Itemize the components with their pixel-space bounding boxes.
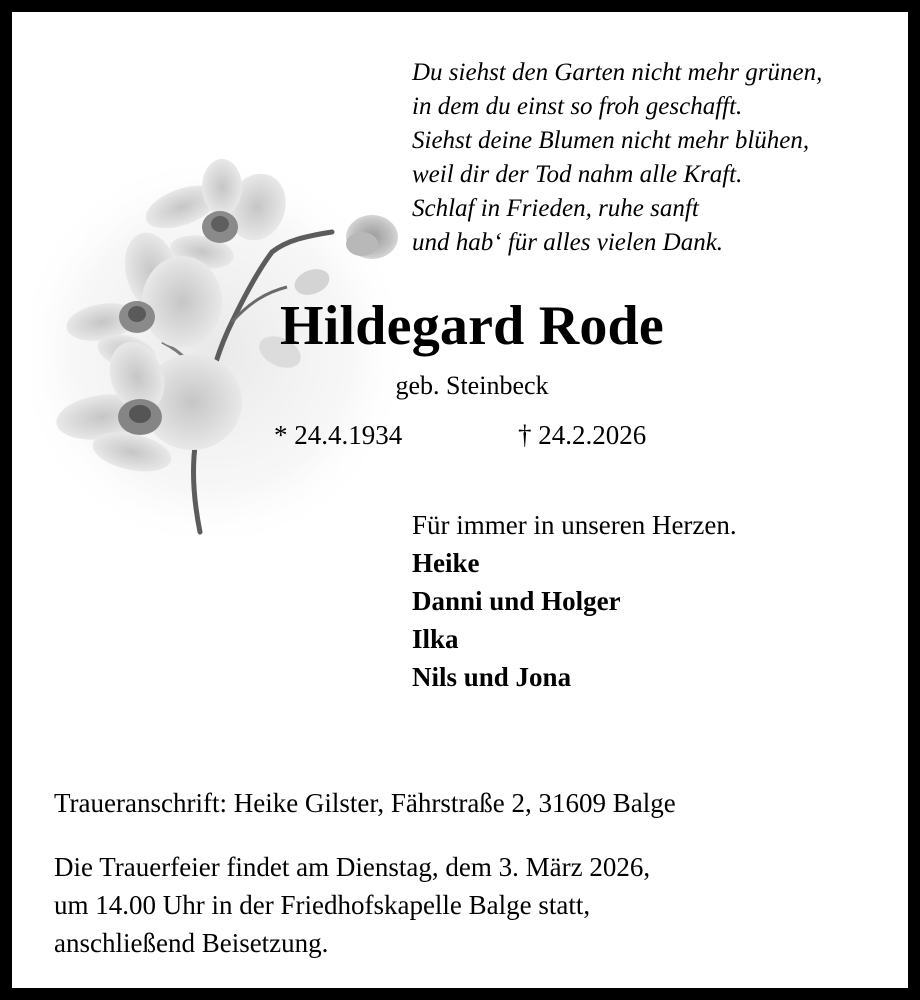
survivors-intro: Für immer in unseren Herzen. xyxy=(412,510,737,540)
poem-line: und hab‘ für alles vielen Dank. xyxy=(412,229,724,256)
poem-line: Schlaf in Frieden, ruhe sanft xyxy=(412,195,699,222)
memorial-poem xyxy=(412,56,892,260)
death-date: † 24.2.2026 xyxy=(518,420,647,450)
service-line: anschließend Beisetzung. xyxy=(54,928,329,958)
birth-date: * 24.4.1934 xyxy=(274,420,403,450)
deceased-name: Hildegard Rode xyxy=(280,295,664,357)
survivor-name: Heike xyxy=(412,548,480,578)
poem-line: in dem du einst so froh geschafft. xyxy=(412,93,743,120)
service-line: Die Trauerfeier findet am Dienstag, dem 3. März 2026, xyxy=(54,852,651,882)
survivor-name: Danni und Holger xyxy=(412,586,621,616)
survivor-name: Ilka xyxy=(412,624,459,654)
poem-line: Du siehst den Garten nicht mehr grünen, xyxy=(412,59,823,86)
mourning-address: Traueranschrift: Heike Gilster, Fährstraße 2, 31609 Balge xyxy=(54,788,676,818)
maiden-name: geb. Steinbeck xyxy=(395,371,549,400)
poem-line: weil dir der Tod nahm alle Kraft. xyxy=(412,161,743,188)
service-line: um 14.00 Uhr in der Friedhofskapelle Balge statt, xyxy=(54,890,591,920)
poem-line: Siehst deine Blumen nicht mehr blühen, xyxy=(412,127,810,154)
survivors-block xyxy=(412,506,737,696)
funeral-service-info xyxy=(54,848,650,962)
survivor-name: Nils und Jona xyxy=(412,662,572,692)
